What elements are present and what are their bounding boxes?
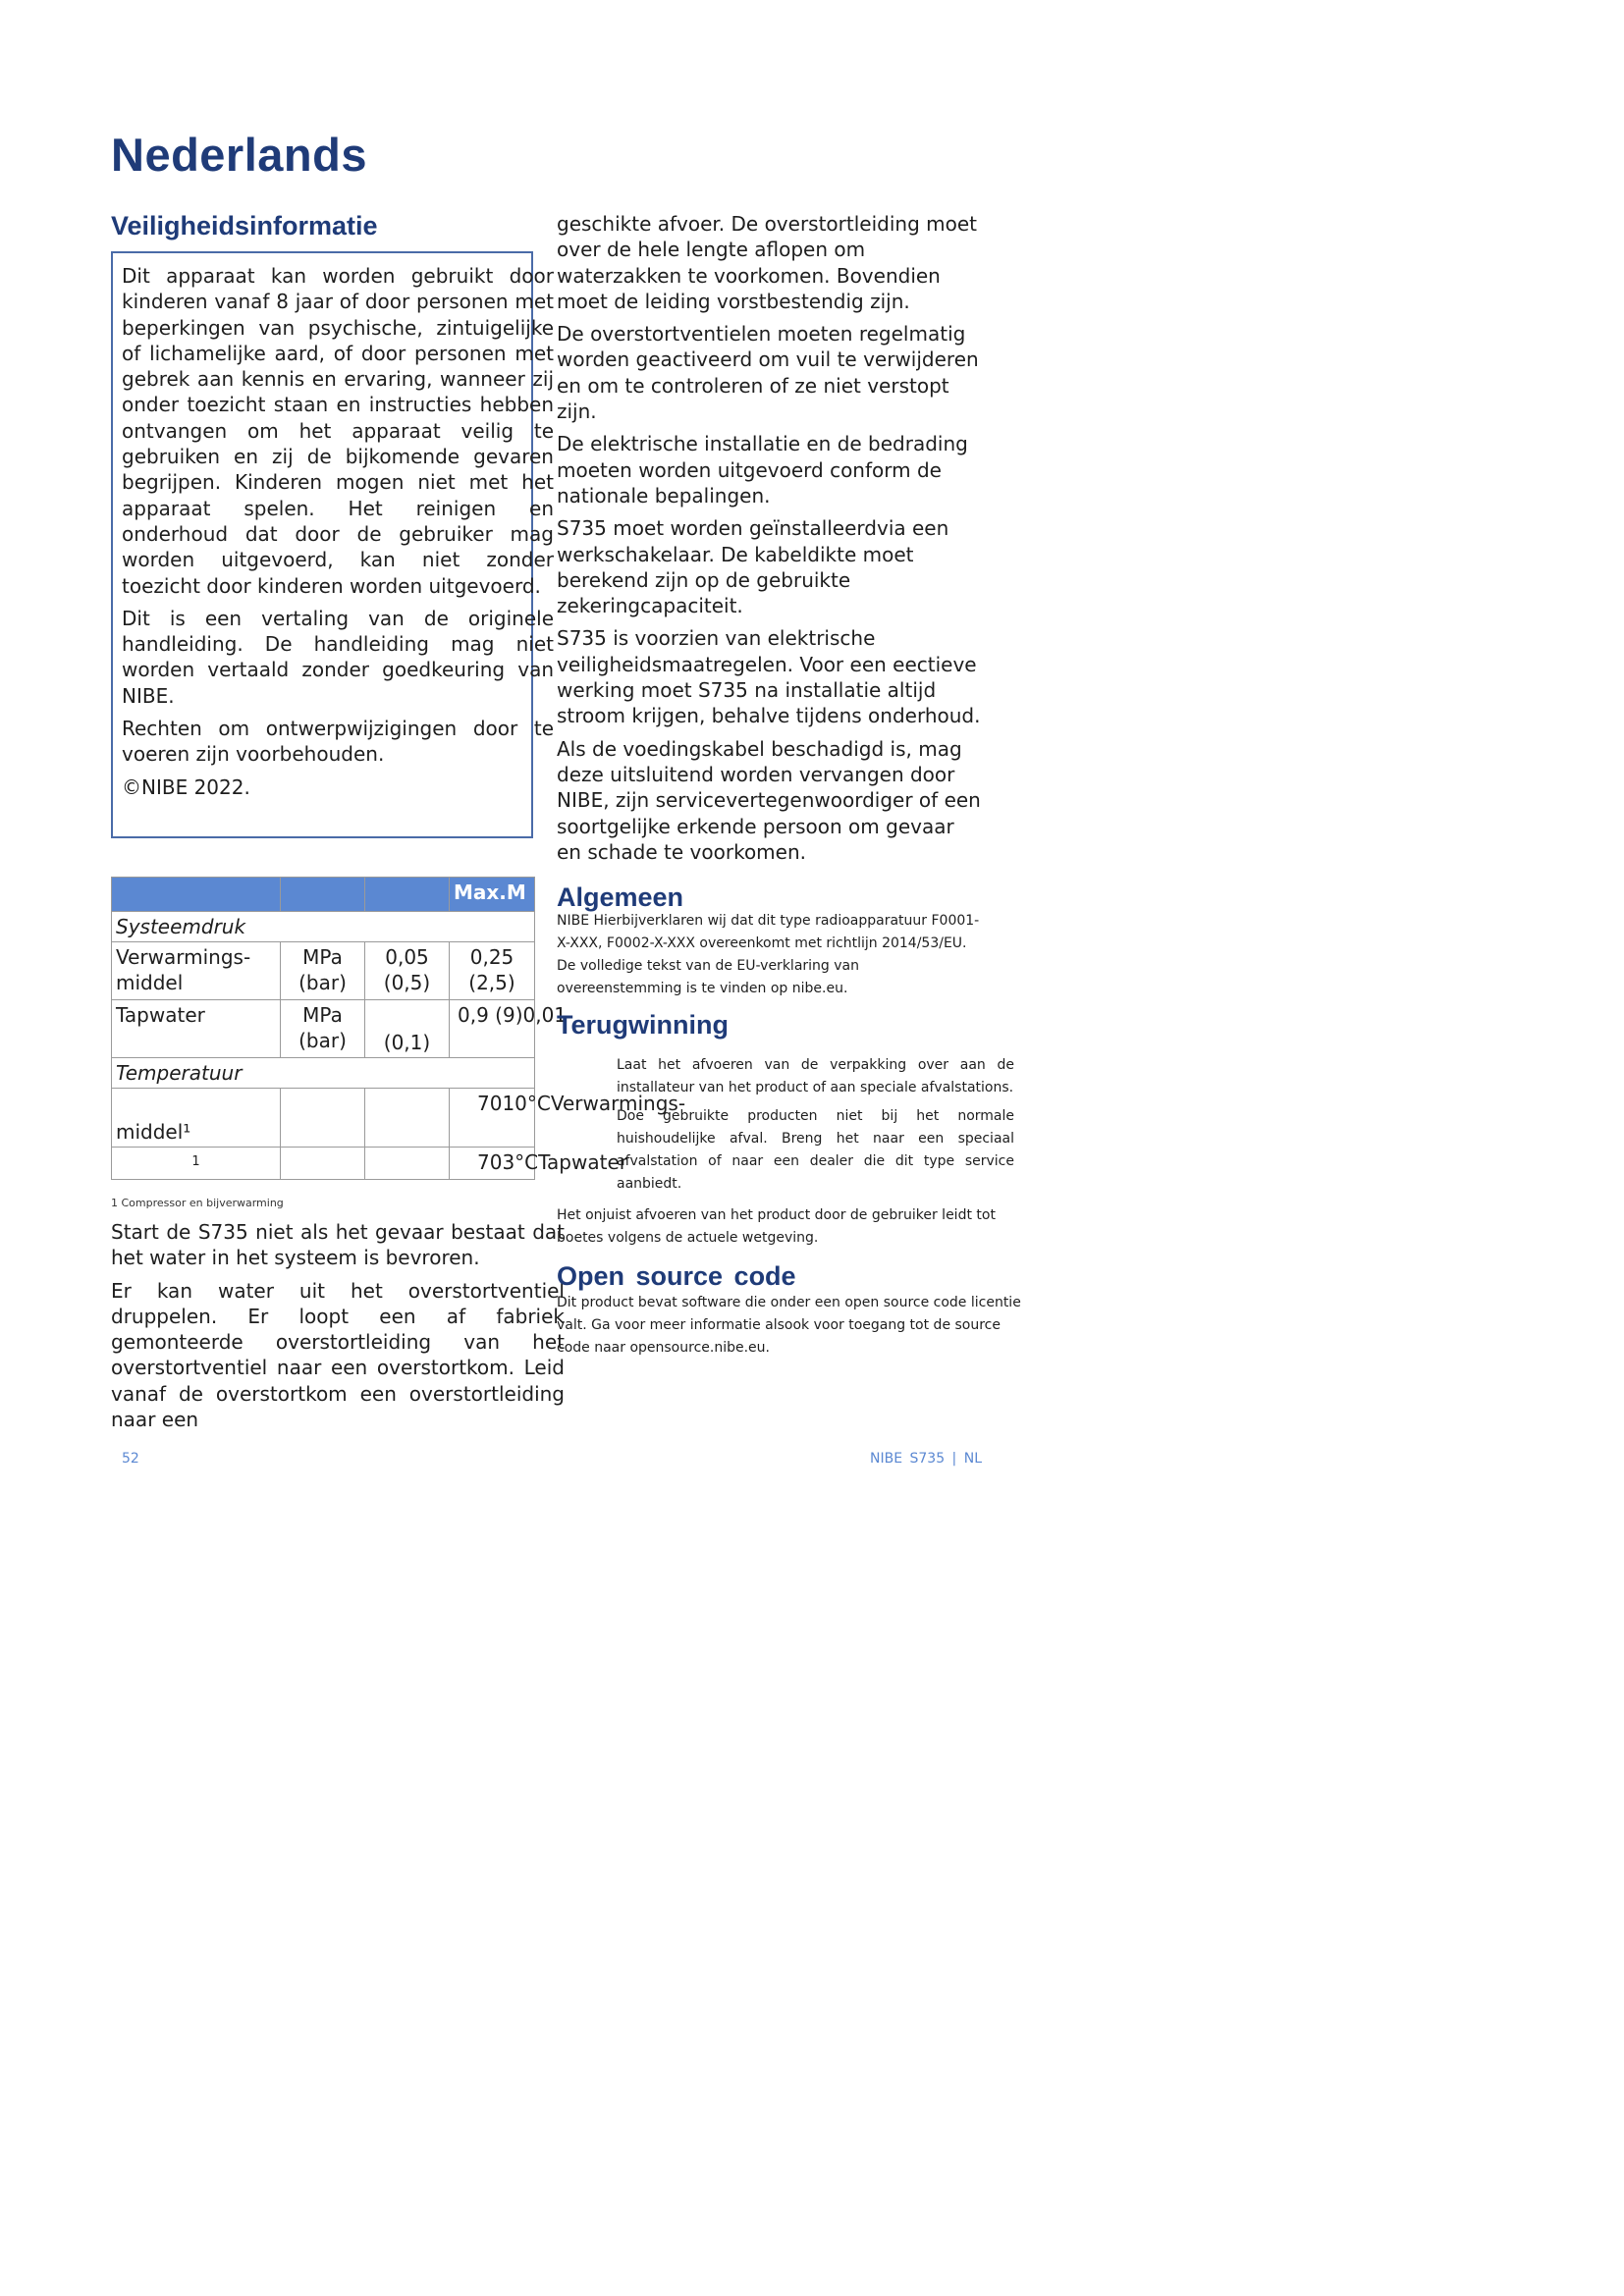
table-cell <box>365 1089 450 1148</box>
algemeen-text: NIBE Hierbijverklaren wij dat dit type radioapparatuur F0001-X-XXX, F0002-X-XXX overeenkomt met richtlijn 2014/53/EU. De volledige tekst van de EU-verklaring van overeenstemming is te vinden op nibe.eu. <box>557 913 980 996</box>
right-paragraph: De overstortventielen moeten regelmatig worden geactiveerd om vuil te verwijderen en om te controleren of ze niet verstopt zijn. <box>557 322 979 424</box>
right-paragraph: S735 moet worden geïnstalleerdvia een werkschakelaar. De kabeldikte moet berekend zijn op de gebruikte zekeringcapaciteit. <box>557 516 949 618</box>
safety-box <box>122 263 554 807</box>
page-title: Nederlands <box>111 129 367 181</box>
table-row <box>112 1148 535 1180</box>
table-section-label: Systeemdruk <box>112 912 535 942</box>
table-row <box>112 1000 535 1058</box>
table-cell: 1 <box>112 1148 281 1180</box>
table-cell: MPa (bar) <box>281 942 365 1000</box>
document-footer: NIBE S735 | NL <box>870 1451 982 1467</box>
table-cell: 703°CTapwater <box>450 1148 535 1180</box>
table-header-cell <box>112 878 281 912</box>
page-number: 52 <box>122 1451 139 1467</box>
table-cell: 0,9 (9)0,01 <box>450 1000 535 1058</box>
table-header-row <box>112 878 535 912</box>
open-source-heading: Open source code <box>557 1261 796 1291</box>
safety-paragraph: Dit is een vertaling van de originele handleiding. De handleiding mag niet worden vertaald zonder goedkeuring van NIBE. <box>122 606 554 708</box>
right-column <box>557 211 981 872</box>
left-bottom-column <box>111 1219 565 1439</box>
terugwinning-list <box>617 1054 1014 1201</box>
table-cell: 0,05 (0,5) <box>365 942 450 1000</box>
table-cell: (0,1) <box>365 1000 450 1058</box>
safety-paragraph: ©NIBE 2022. <box>122 774 250 799</box>
table-cell <box>281 1148 365 1180</box>
table-row <box>112 912 535 942</box>
right-paragraph: S735 is voorzien van elektrische veiligheidsmaatregelen. Voor een eectieve werking moet S735 na installatie altijd stroom krijgen, behalve tijdens onderhoud. <box>557 626 981 728</box>
table-header-cell <box>365 878 450 912</box>
table-header-cell: Max.M <box>450 878 535 912</box>
right-paragraph: Als de voedingskabel beschadigd is, mag deze uitsluitend worden vervangen door NIBE, zijn servicevertegenwoordiger of een soortgelijke erkende persoon om gevaar en schade te voorkomen. <box>557 736 981 864</box>
terugwinning-text: Het onjuist afvoeren van het product door de gebruiker leidt tot boetes volgens de actuele wetgeving. <box>557 1207 996 1246</box>
table-cell <box>281 1089 365 1148</box>
safety-paragraph: Dit apparaat kan worden gebruikt door kinderen vanaf 8 jaar of door personen met beperkingen van psychische, zintuigelijke of lichamelijke aard, of door personen met gebrek aan kennis en ervaring, wanneer zij onder toezicht staan en instructies hebben ontvangen om het apparaat veilig te gebruiken en zij de bijkomende gevaren begrijpen. Kinderen mogen niet met het apparaat spelen. Het reinigen en onderhoud dat door de gebruiker mag worden uitgevoerd, kan niet zonder toezicht door kinderen worden uitgevoerd. <box>122 264 554 598</box>
table-cell: 0,25 (2,5) <box>450 942 535 1000</box>
list-item: Laat het afvoeren van de verpakking over aan de installateur van het product of aan speciale afvalstations. <box>617 1057 1014 1095</box>
safety-paragraph: Rechten om ontwerpwijzigingen door te voeren zijn voorbehouden. <box>122 717 554 767</box>
table-cell: middel¹ <box>112 1089 281 1148</box>
terugwinning-heading: Terugwinning <box>557 1010 729 1040</box>
right-paragraph: De elektrische installatie en de bedrading moeten worden uitgevoerd conform de nationale bepalingen. <box>557 432 968 507</box>
table-row <box>112 942 535 1000</box>
table-cell: 7010°CVerwarmings- <box>450 1089 535 1148</box>
table-section-label: Temperatuur <box>112 1058 535 1089</box>
table-cell: Tapwater <box>112 1000 281 1058</box>
safety-heading: Veiligheidsinformatie <box>111 211 378 240</box>
left-paragraph: Start de S735 niet als het gevaar bestaat dat het water in het systeem is bevroren. <box>111 1220 565 1270</box>
algemeen-heading: Algemeen <box>557 882 684 912</box>
table-cell <box>365 1148 450 1180</box>
list-item: Doe gebruikte producten niet bij het normale huishoudelijke afval. Breng het naar een speciaal afvalstation of naar een dealer die dit type service aanbiedt. <box>617 1108 1014 1192</box>
open-source-text: Dit product bevat software die onder een open source code licentie valt. Ga voor meer informatie alsook voor toegang tot de source code naar opensource.nibe.eu. <box>557 1295 1021 1356</box>
right-paragraph: geschikte afvoer. De overstortleiding moet over de hele lengte aflopen om waterzakken te voorkomen. Bovendien moet de leiding vorstbestendig zijn. <box>557 212 977 313</box>
table-row <box>112 1089 535 1148</box>
table-cell: Verwarmings- middel <box>112 942 281 1000</box>
left-paragraph: Er kan water uit het overstortventiel druppelen. Er loopt een af fabriek gemonteerde overstortleiding van het overstortventiel naar een overstortkom. Leid vanaf de overstortkom een overstortleiding naar een <box>111 1278 565 1432</box>
table-footnote: 1 Compressor en bijverwarming <box>111 1197 284 1209</box>
table-cell: MPa (bar) <box>281 1000 365 1058</box>
table-row <box>112 1058 535 1089</box>
table-header-cell <box>281 878 365 912</box>
